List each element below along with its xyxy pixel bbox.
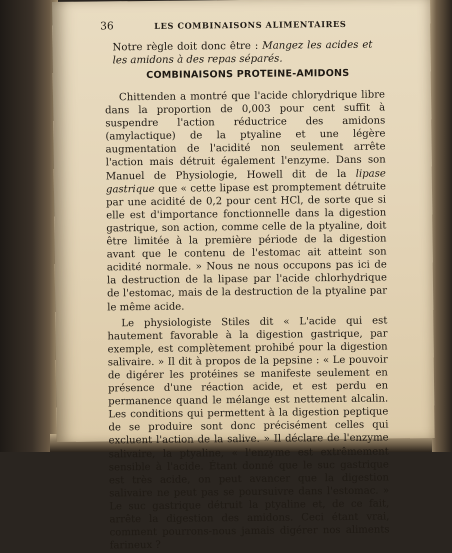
paragraph-1-part-b: que « cette lipase est promptement détruite par une acidité de 0,2 pour cent HCl, de sorte que si elle est d'importance fonctionnelle dans la digestion gastrique, son action, comme celle de la ptyaline, doit être limitée à la première période de la digestion avant que le contenu de l'estomac ait atteint son acidité normale. » Nous ne nous occupons pas ici de la destruction de la lipase par l'acide chlorhydrique de l'estomac, mais de la destruction de la ptyaline par le même acide. bbox=[106, 181, 388, 313]
paragraph-1-part-a: Chittenden a montré que l'acide chlorydrique libre dans la proportion de 0,003 pour cent suffit à suspendre l'action réductrice des amidons (amylactique) de la ptyaline et une légère augmentation de l'acidité non seulement arrête l'action mais détruit également l'enzyme. Dans son Manuel de Physiologie, Howell dit de la bbox=[105, 89, 386, 182]
page-number: 36 bbox=[100, 20, 114, 33]
paragraph-2: Le physiologiste Stiles dit « L'acide qui est hautement favorable à la digestion gastrique, par exemple, est complètement prohibé pour la digestion salivaire. » Il dit à propos de la pepsine : « Le pouvoir de digérer les protéines se manifeste seulement en présence d'une réaction acide, et est perdu en permanence quand le mélange est nettement alcalin. Les conditions qui permettent à la digestion peptique de se produire sont donc précisément celles qui excluent l'action de la salive. » Il déclare de l'enzyme salivaire, la ptyaline, « l'enzyme est extrêmement sensible à l'acide. Étant donné que le suc gastrique est très acide, on peut avancer que la digestion salivaire ne peut pas se poursuivre dans l'estomac. » Le suc gastrique détruit la ptyaline et, de ce fait, arrête la digestion des amidons. Ceci étant vrai, comment pourrons-nous jamais digérer nos aliments farineux ? bbox=[107, 315, 390, 552]
paragraph-1-italic: lipase gastrique bbox=[105, 168, 386, 196]
rule-emphasis: Mangez les acides et les amidons à des repas séparés. bbox=[112, 39, 373, 67]
body-text bbox=[105, 88, 390, 552]
paragraph-1 bbox=[105, 88, 387, 314]
section-title: COMBINAISONS PROTEINE-AMIDONS bbox=[146, 67, 350, 81]
rule-statement bbox=[112, 39, 372, 68]
page-header bbox=[100, 17, 400, 32]
running-head: LES COMBINAISONS ALIMENTAIRES bbox=[154, 18, 347, 31]
rule-lead: Notre règle doit donc être : bbox=[112, 40, 263, 54]
book-page bbox=[52, 0, 435, 552]
book-spine-shadow bbox=[0, 0, 58, 452]
